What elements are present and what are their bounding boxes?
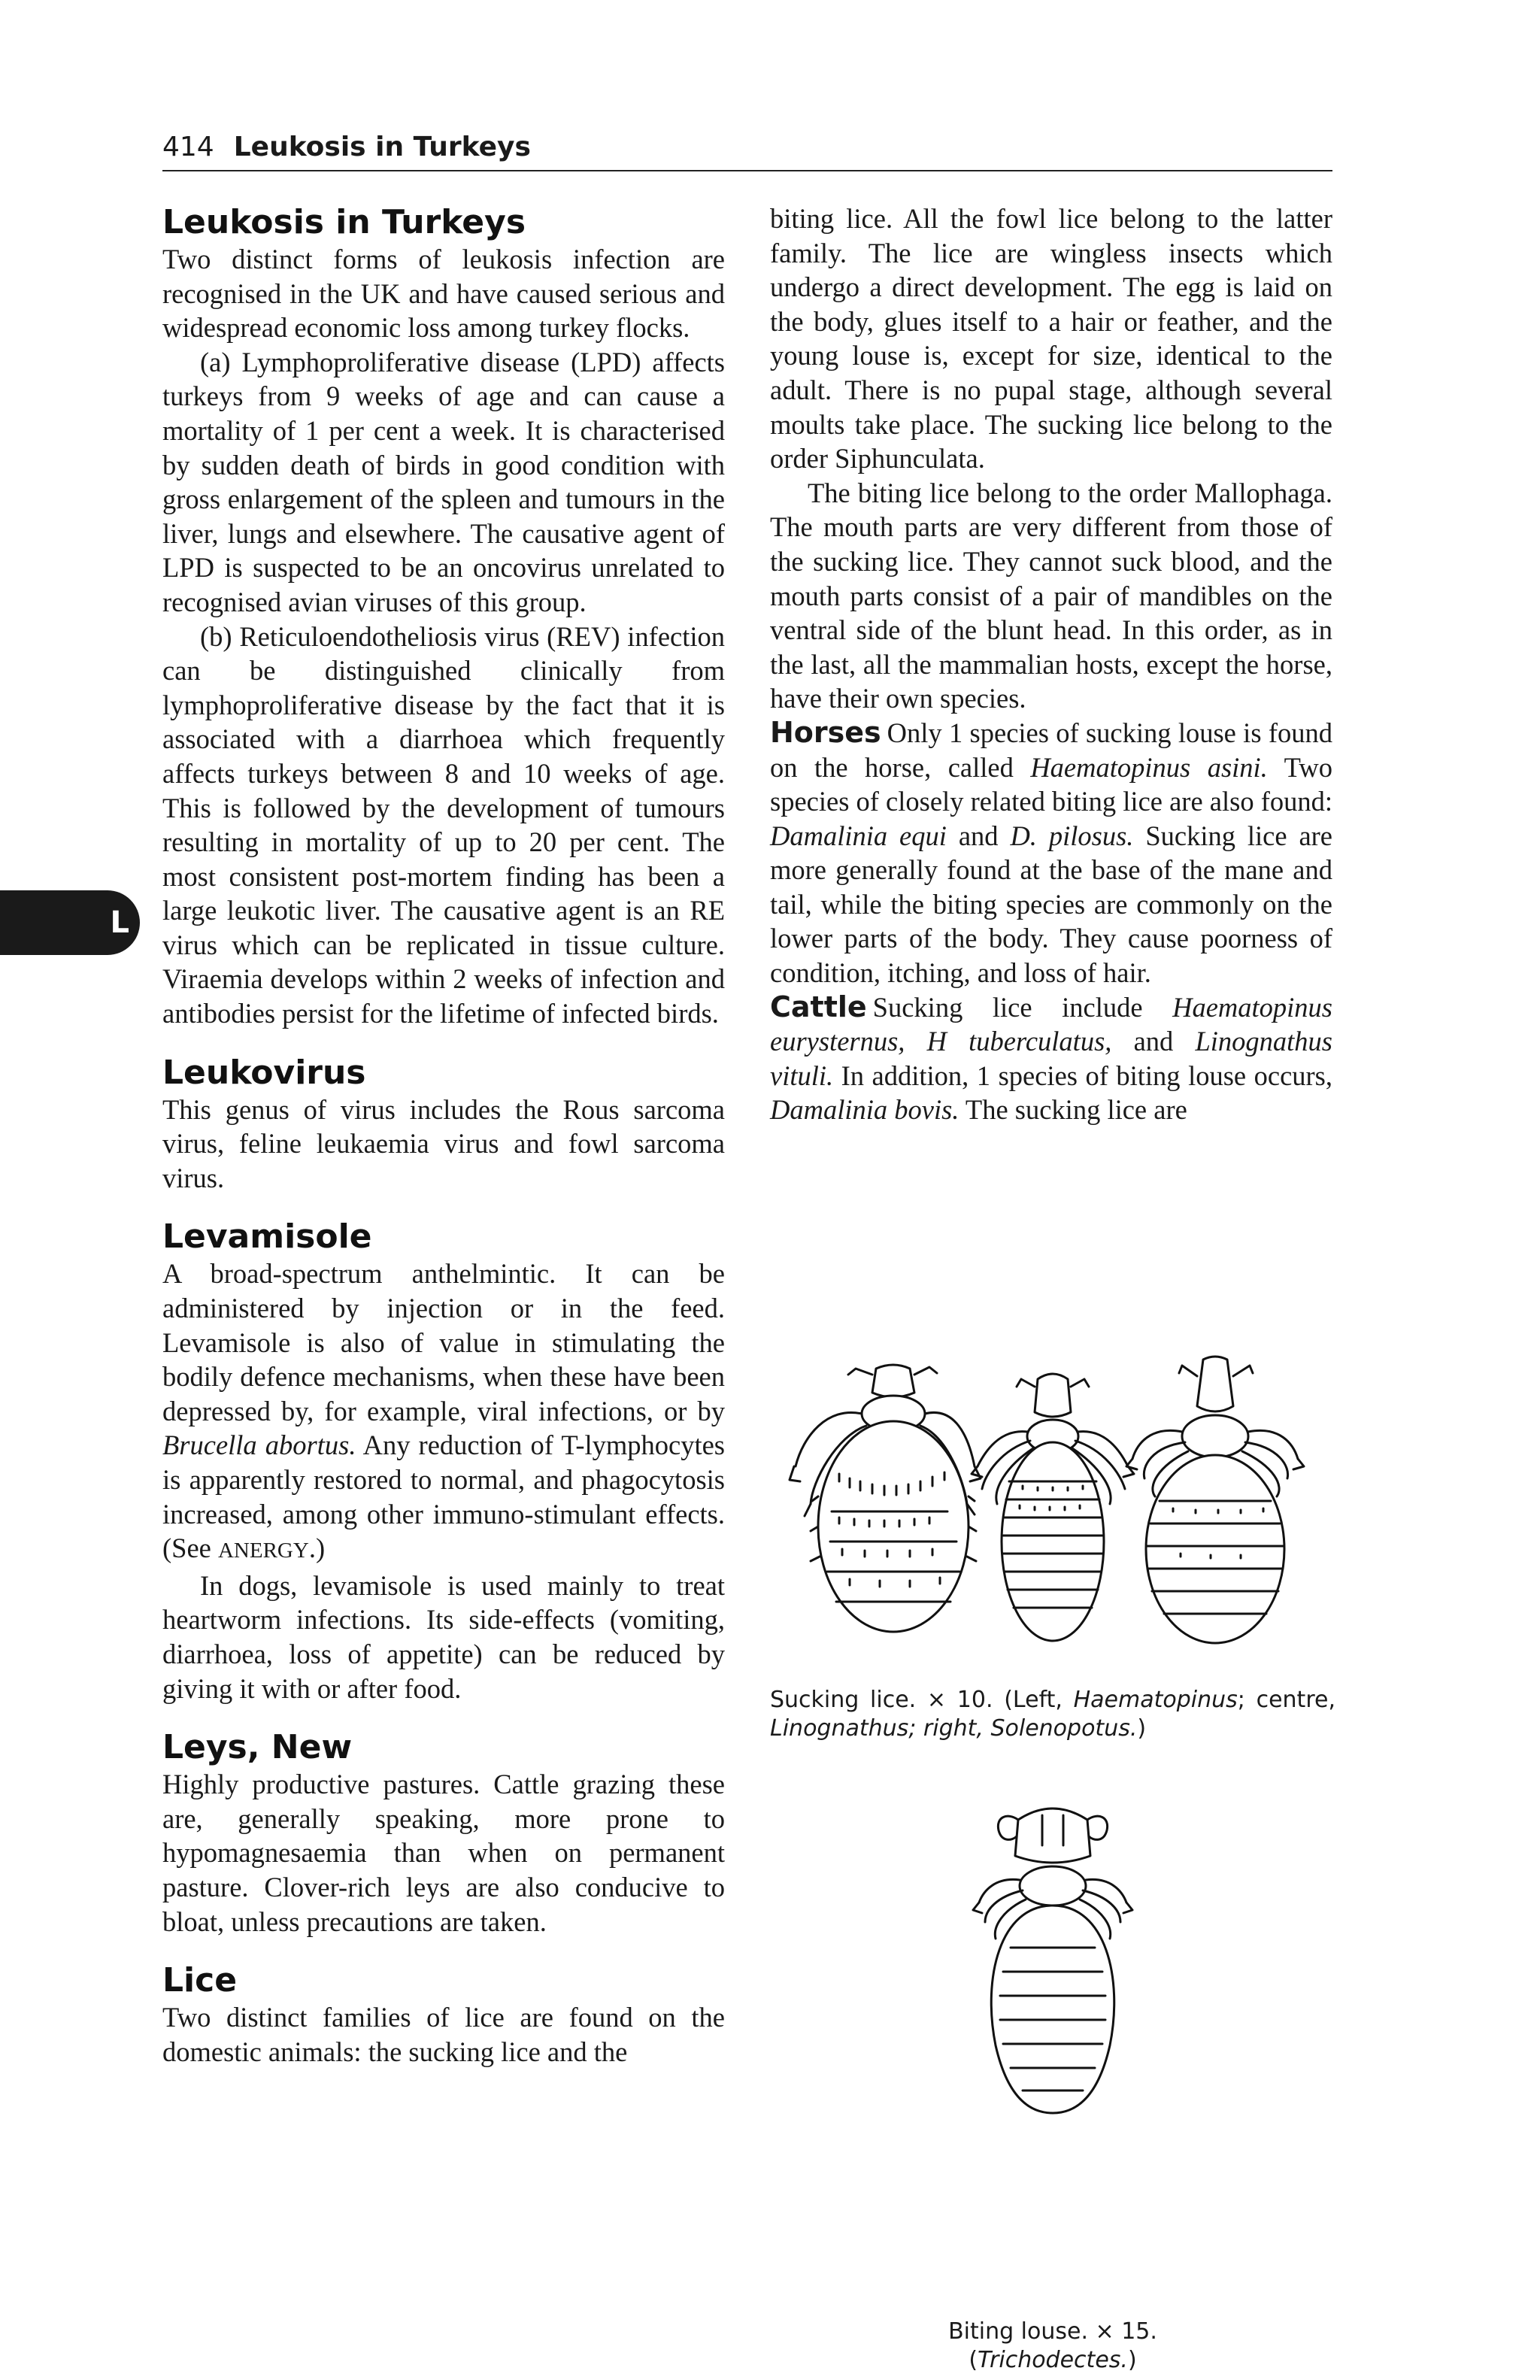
trichodectes-louse-drawing bbox=[973, 1808, 1132, 2113]
solenopotus-louse-drawing bbox=[1126, 1357, 1304, 1643]
paragraph: Highly productive pastures. Cattle grazing these are, generally speaking, more prone to hypomagnesaemia than when on permanent pasture. Clover-rich leys are also conducive to bloat, unless precautions are taken. bbox=[162, 1769, 725, 1937]
paragraph: (b) Reticuloendotheliosis virus (REV) infection can be distinguished clinically from lymphoproliferative disease by the fact that it is associated with a diarrhoea which frequently affects turkeys between 8 and 10 weeks of age. This is followed by the development of tumours resulting in mortality of up to 20 per cent. The most consistent post-mortem finding has been a large leukotic liver. The causative agent is an RE virus which can be replicated in tissue culture. Viraemia develops within 2 weeks of infection and antibodies persist for the lifetime of infected birds. bbox=[162, 620, 725, 1029]
linognathus-louse-drawing bbox=[972, 1374, 1134, 1641]
figure-caption-biting-louse: Biting louse. × 15. (Trichodectes.) bbox=[948, 2318, 1157, 2373]
runin-heading-horses: Horses bbox=[770, 715, 881, 749]
running-head bbox=[162, 125, 1332, 171]
haematopinus-louse-drawing bbox=[790, 1365, 981, 1632]
paragraph: (a) Lymphoproliferative disease (LPD) affects turkeys from 9 weeks of age and can cause a mortality of 1 per cent a week. It is characterised by sudden death of birds in good condition with gross enlargement of the spleen and tumours in the liver, lungs and elsewhere. The causative agent of LPD is suspected to be an oncovirus unrelated to recognised avian viruses of this group. bbox=[162, 346, 725, 617]
heading-leukosis-in-turkeys: Leukosis in Turkeys bbox=[162, 203, 526, 241]
left-column bbox=[162, 202, 725, 2069]
thumb-index-tab: L bbox=[0, 890, 140, 955]
paragraph-horses: Horses Only 1 species of sucking louse is found on the horse, called Haematopinus asini. Two species of closely related biting lice are also found: Damalinia equi and D. pilosus. Sucking lice are more generally found at the base of the mane and tail, while the biting species are commonly on the lower parts of the body. They cause poorness of condition, itching, and loss of hair. bbox=[770, 715, 1333, 989]
paragraph: biting lice. All the fowl lice belong to the latter family. The lice are wingless insects which undergo a direct development. The egg is laid on the body, glues itself to a hair or feather, and the young louse is, except for size, identical to the adult. There is no pupal stage, although several moults take place. The sucking lice belong to the order Siphunculata. bbox=[770, 203, 1332, 474]
paragraph: A broad-spectrum anthelmintic. It can be administered by injection or in the feed. Levamisole is also of value in stimulating the bodily defence mechanisms, when these have been depressed by, for example, viral infections, or by Brucella abortus. Any reduction of T-lymphocytes is apparently restored to normal, and phagocytosis increased, among other immuno-stimulant effects. (See ANERGY.) bbox=[162, 1258, 726, 1564]
paragraph-cattle: Cattle Sucking lice include Haematopinus eurysternus, H tuberculatus, and Linognathus vituli. In addition, 1 species of biting louse occurs, Damalinia bovis. The sucking lice are bbox=[770, 990, 1333, 1126]
sucking-lice-illustration bbox=[767, 1354, 1338, 1669]
heading-lice: Lice bbox=[162, 1961, 238, 2000]
paragraph: In dogs, levamisole is used mainly to treat heartworm infections. Its side-effects (vomiting, diarrhoea, loss of appetite) can be reduced by giving it with or after food. bbox=[162, 1569, 725, 1704]
runin-heading-cattle: Cattle bbox=[770, 990, 867, 1023]
heading-levamisole: Levamisole bbox=[162, 1217, 372, 1257]
right-column bbox=[770, 202, 1332, 1127]
heading-leukovirus: Leukovirus bbox=[162, 1053, 366, 1092]
running-title: Leukosis in Turkeys bbox=[233, 132, 531, 162]
page-number: 414 bbox=[162, 132, 214, 162]
paragraph: The biting lice belong to the order Mallophaga. The mouth parts are very different from those of the sucking lice. They cannot suck blood, and the mouth parts consist of a pair of mandibles on the ventral side of the blunt head. In this order, as in the last, all the mammalian hosts, except the horse, have their own species. bbox=[770, 477, 1332, 714]
cross-reference: ANERGY bbox=[217, 1539, 309, 1563]
biting-louse-illustration bbox=[962, 1797, 1143, 2121]
paragraph: This genus of virus includes the Rous sarcoma virus, feline leukaemia virus and fowl sarcoma virus. bbox=[162, 1093, 725, 1193]
paragraph: Two distinct forms of leukosis infection are recognised in the UK and have caused serious and widespread economic loss among turkey flocks. bbox=[162, 244, 725, 344]
paragraph: Two distinct families of lice are found on the domestic animals: the sucking lice and the bbox=[162, 2002, 725, 2067]
heading-leys-new: Leys, New bbox=[162, 1728, 353, 1767]
figure-caption-sucking-lice: Sucking lice. × 10. (Left, Haematopinus; centre, Linognathus; right, Solenopotus.) bbox=[770, 1687, 1335, 1742]
